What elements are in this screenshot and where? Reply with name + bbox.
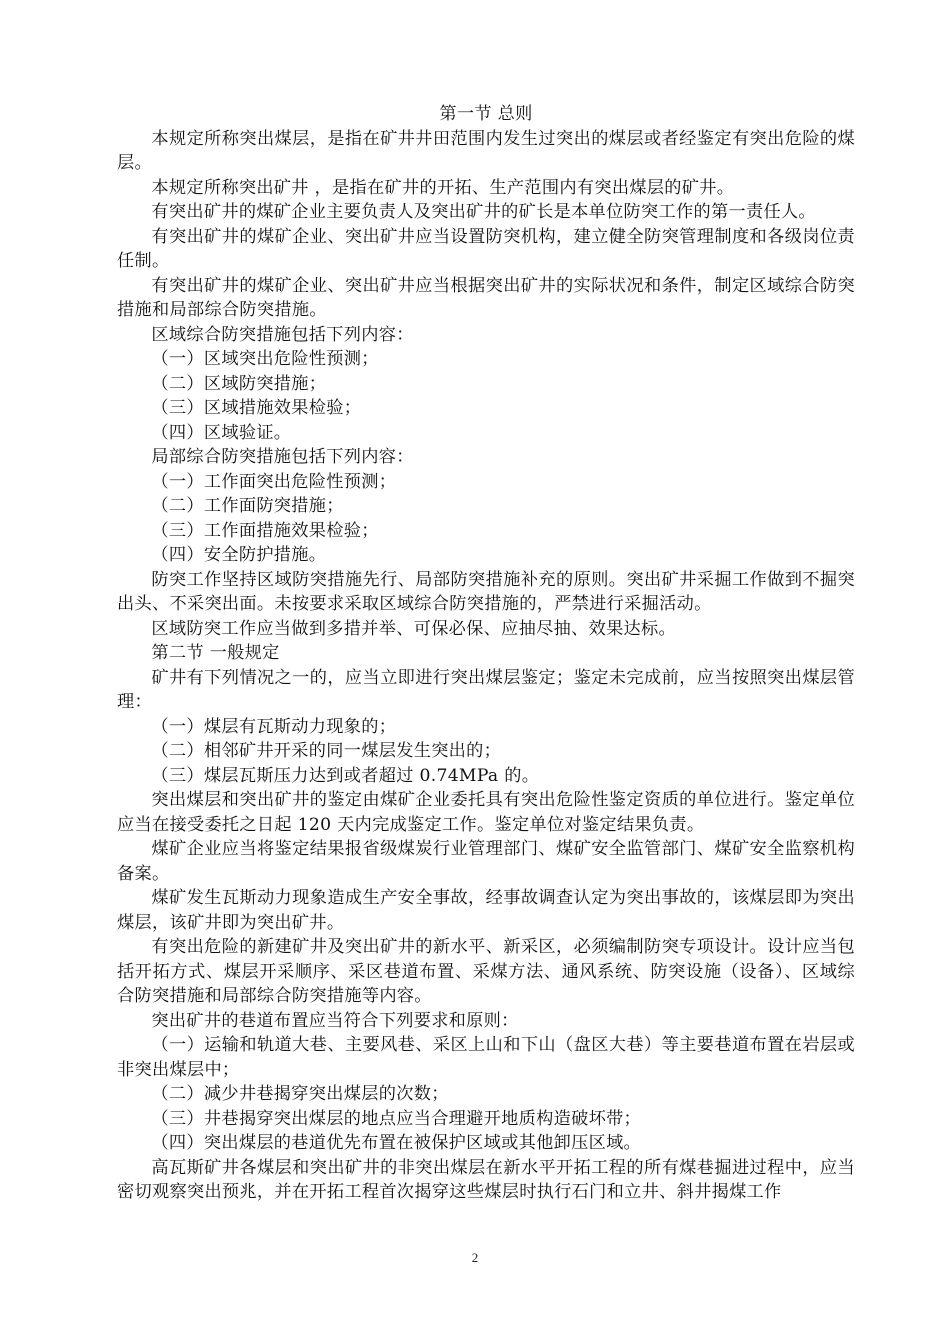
list-item: （四）突出煤层的巷道优先布置在被保护区域或其他卸压区域。 bbox=[151, 1133, 642, 1153]
paragraph: 突出煤层和突出矿井的鉴定由煤矿企业委托具有突出危险性鉴定资质的单位进行。鉴定单位应当在接受委托之日起 120 天内完成鉴定工作。鉴定单位对鉴定结果负责。 bbox=[117, 790, 855, 835]
list-item: （三）井巷揭穿突出煤层的地点应当合理避开地质构造破坏带； bbox=[151, 1108, 642, 1129]
list-item: （四）安全防护措施。 bbox=[151, 545, 327, 565]
paragraph: 局部综合防突措施包括下列内容： bbox=[151, 447, 414, 467]
paragraph: 有突出矿井的煤矿企业主要负责人及突出矿井的矿长是本单位防突工作的第一责任人。 bbox=[151, 202, 816, 222]
paragraph: 有突出危险的新建矿井及突出矿井的新水平、新采区，必须编制防突专项设计。设计应当包括开拓方式、煤层开采顺序、采区巷道布置、采煤方法、通风系统、防突设施（设备）、区域综合防突措施和局部综合防突措施等内容。 bbox=[117, 937, 855, 1006]
list-item: （四）区域验证。 bbox=[151, 422, 292, 443]
paragraph: 有突出矿井的煤矿企业、突出矿井应当设置防突机构，建立健全防突管理制度和各级岗位责任制。 bbox=[117, 226, 855, 271]
list-item: （三）工作面措施效果检验； bbox=[151, 520, 379, 541]
paragraph: 区域综合防突措施包括下列内容： bbox=[151, 324, 414, 345]
document-body bbox=[117, 102, 855, 1205]
list-item: （二）区域防突措施； bbox=[151, 373, 327, 394]
paragraph: 煤矿企业应当将鉴定结果报省级煤炭行业管理部门、煤矿安全监管部门、煤矿安全监察机构备案。 bbox=[117, 839, 855, 884]
list-item: （一）运输和轨道大巷、主要风巷、采区上山和下山（盘区大巷）等主要巷道布置在岩层或非突出煤层中； bbox=[117, 1035, 855, 1080]
paragraph: 本规定所称突出矿井 ，是指在矿井的开拓、生产范围内有突出煤层的矿井。 bbox=[151, 177, 735, 198]
paragraph: 矿井有下列情况之一的，应当立即进行突出煤层鉴定；鉴定未完成前，应当按照突出煤层管理： bbox=[117, 667, 855, 712]
list-item: （一）工作面突出危险性预测； bbox=[151, 471, 397, 492]
list-item: （一）区域突出危险性预测； bbox=[151, 349, 379, 369]
list-item: （三）煤层瓦斯压力达到或者超过 0.74MPa 的。 bbox=[151, 765, 540, 786]
paragraph: 有突出矿井的煤矿企业、突出矿井应当根据突出矿井的实际状况和条件，制定区域综合防突措施和局部综合防突措施。 bbox=[117, 275, 855, 320]
paragraph: 区域防突工作应当做到多措并举、可保必保、应抽尽抽、效果达标。 bbox=[151, 618, 677, 639]
paragraph: 煤矿发生瓦斯动力现象造成生产安全事故，经事故调查认定为突出事故的，该煤层即为突出煤层，该矿井即为突出矿井。 bbox=[117, 888, 855, 933]
list-item: （二）减少井巷揭穿突出煤层的次数； bbox=[151, 1084, 449, 1104]
section-title-general: 第一节 总则 bbox=[439, 104, 533, 124]
list-item: （三）区域措施效果检验； bbox=[151, 398, 362, 418]
paragraph: 防突工作坚持区域防突措施先行、局部防突措施补充的原则。突出矿井采掘工作做到不掘突出头、不采突出面。未按要求采取区域综合防突措施的，严禁进行采掘活动。 bbox=[117, 569, 855, 614]
list-item: （二）工作面防突措施； bbox=[151, 496, 344, 516]
list-item: （一）煤层有瓦斯动力现象的； bbox=[151, 716, 397, 737]
paragraph: 高瓦斯矿井各煤层和突出矿井的非突出煤层在新水平开拓工程的所有煤巷掘进过程中，应当密切观察突出预兆，并在开拓工程首次揭穿这些煤层时执行石门和立井、斜井揭煤工作 bbox=[117, 1157, 855, 1202]
paragraph: 本规定所称突出煤层，是指在矿井井田范围内发生过突出的煤层或者经鉴定有突出危险的煤层。 bbox=[117, 128, 855, 173]
list-item: （二）相邻矿井开采的同一煤层发生突出的； bbox=[151, 741, 502, 761]
paragraph: 突出矿井的巷道布置应当符合下列要求和原则： bbox=[151, 1010, 519, 1031]
page-number: 2 bbox=[471, 1250, 479, 1265]
section-title-general-rules: 第二节 一般规定 bbox=[151, 643, 280, 663]
